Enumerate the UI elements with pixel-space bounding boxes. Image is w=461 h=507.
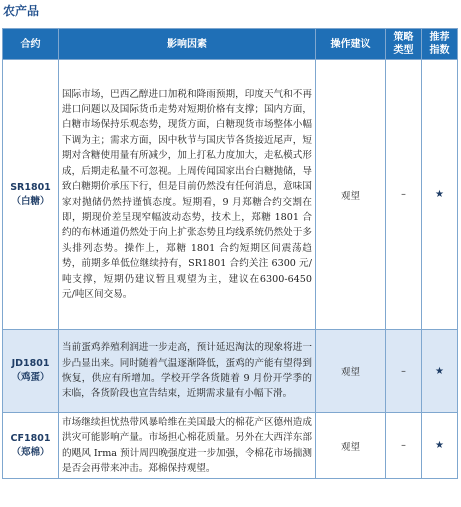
advice-cell: 观望 [316,330,386,413]
section-title: 农产品 [3,4,40,18]
star-icon: ★ [422,60,458,330]
strategy-cell: – [386,60,422,330]
contract-code: CF1801 [10,432,51,444]
table-row [3,330,458,413]
strategy-cell: – [386,413,422,479]
header-recommend [422,29,458,60]
header-strategy-line1: 策略 [393,32,414,43]
factors-cell: 市场继续担忧热带风暴哈维在美国最大的棉花产区德州造成洪灾可能影响产量。市场担心棉花质量。另外在大西洋东部的飓风 Irma 预计周四晚强度进一步加强，令棉花市场揣测是否会再带来冲击。郑棉保持观望。 [59,413,316,479]
contract-name: （郑棉） [11,446,50,458]
header-contract: 合约 [3,29,59,60]
header-strategy [386,29,422,60]
advice-cell: 观望 [316,413,386,479]
contract-code: JD1801 [11,358,50,369]
advice-cell: 观望 [316,60,386,330]
strategy-cell: – [386,330,422,413]
contract-code: SR1801 [10,181,51,193]
contract-cell [3,60,59,330]
header-strategy-line2: 类型 [393,45,414,56]
star-icon: ★ [422,330,458,413]
header-recommend-line2: 指数 [429,45,450,56]
header-recommend-line1: 推荐 [429,32,450,43]
header-factors: 影响因素 [59,29,316,60]
factors-cell: 当前蛋鸡养殖利润进一步走高，预计延迟淘汰的现象将进一步凸显出来。同时随着气温逐渐降低，蛋鸡的产能有望得到恢复，供应有所增加。学校开学各货随着 9 月份开学季的末临，各货阶段也宣告结束，近期需求量有小幅下滑。 [59,330,316,413]
futures-table [2,28,458,479]
table-header-row [3,29,458,60]
contract-cell [3,330,59,413]
table-row [3,413,458,479]
contract-cell [3,413,59,479]
table-row [3,60,458,330]
star-icon: ★ [422,413,458,479]
header-advice: 操作建议 [316,29,386,60]
contract-name: （鸡蛋） [11,372,50,383]
factors-cell: 国际市场，巴西乙醇进口加税和降雨预期，印度天气和不再进口问题以及国际货币走势对短期价格有支撑；国内方面，白糖市场保持乐观态势，现货方面，白糖现货市场整体小幅下调为主；需求方面，因中秋节与国庆节各货接近尾声，短期对含糖使用量有所减少，加上打私力度加大，走私模式形成，后期走私量不可忽视。上周传闻国家出台白糖抛储，导致白糖期价承压下行，但是目前仍然没有任何消息，意味国家对抛储仍然持谨慎态度。短期看，9 月郑糖合约交割在即，期现价差呈现窄幅波动态势，技术上，郑糖 1801 合约的布林通道仍然处于向上扩张态势且均线系统仍然处于多头排列态势。操作上，郑糖 1801 合约短期区间震荡趋势，前期多单低位继续持有，SR1801 合约关注 6300 元/吨支撑，短期仍建议暂且观望为主，建议在6300-6450 元/吨区间交易。 [59,60,316,330]
contract-name: （白糖） [11,195,50,207]
